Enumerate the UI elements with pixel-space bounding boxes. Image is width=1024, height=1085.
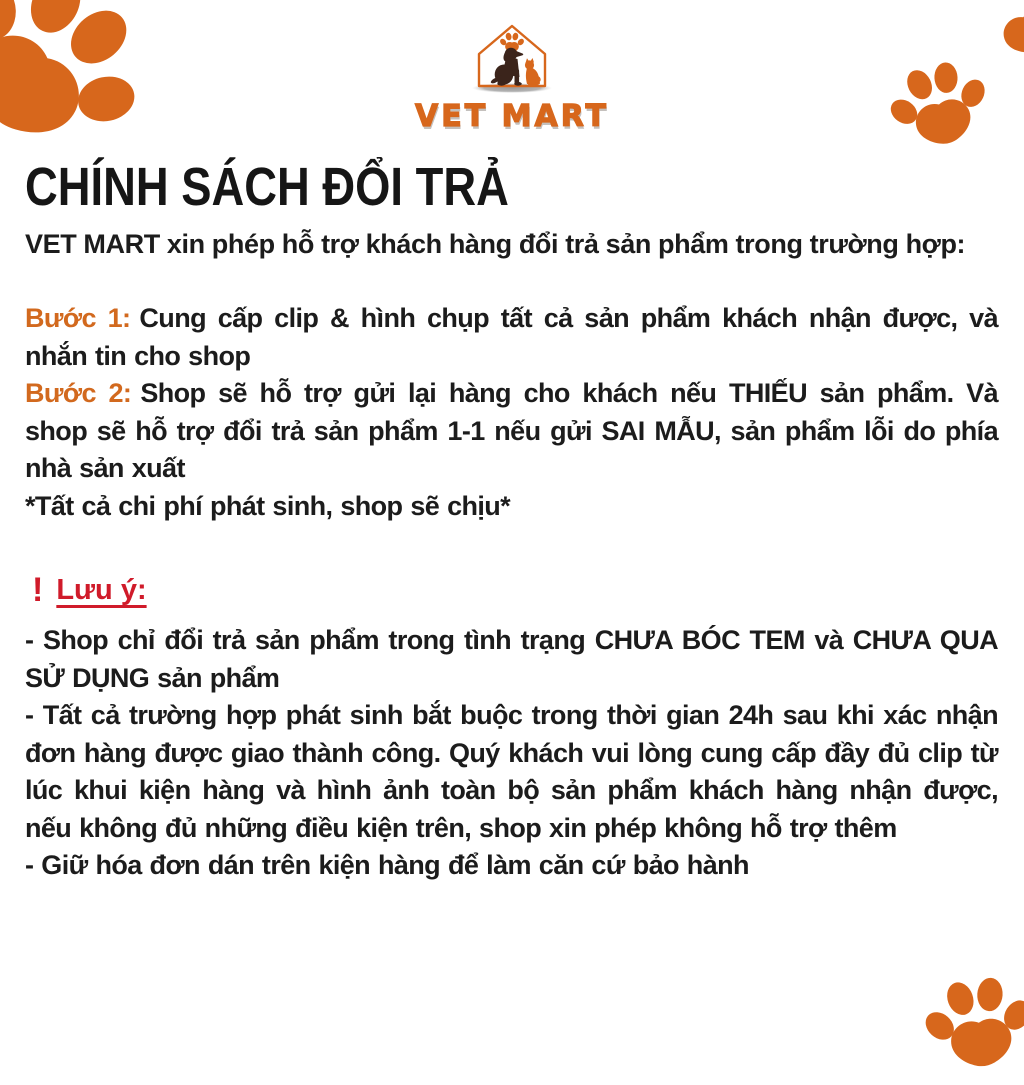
step-1-paragraph xyxy=(25,300,998,375)
step-2-paragraph xyxy=(25,375,998,488)
note-item-3: - Giữ hóa đơn dán trên kiện hàng để làm căn cứ bảo hành xyxy=(25,850,749,881)
step-1-text: Cung cấp clip & hình chụp tất cả sản phẩm khách nhận được, và nhắn tin cho shop xyxy=(25,303,998,371)
dog-silhouette-icon xyxy=(490,48,523,86)
page-title: CHÍNH SÁCH ĐỔI TRẢ xyxy=(25,157,509,217)
step-1-label: Bước 1: xyxy=(25,303,131,334)
policy-intro: VET MART xin phép hỗ trợ khách hàng đổi trả sản phẩm trong trường hợp: xyxy=(25,229,966,260)
cat-silhouette-icon xyxy=(525,58,540,85)
step-2-label: Bước 2: xyxy=(25,378,132,409)
vetmart-wordmark: VET MART xyxy=(415,99,609,134)
exclamation-icon: ! xyxy=(32,571,44,610)
note-item-1: - Shop chỉ đổi trả sản phẩm trong tình trạng CHƯA BÓC TEM và CHƯA QUA SỬ DỤNG sản phẩm xyxy=(25,625,998,693)
note-label: Lưu ý: xyxy=(56,574,147,607)
note-header xyxy=(25,571,998,610)
logo-shadow xyxy=(472,83,552,93)
note-item-2: - Tất cả trường hợp phát sinh bắt buộc trong thời gian 24h sau khi xác nhận đơn hàng được giao thành công. Quý khách vui lòng cung cấp đầy đủ clip từ lúc khui kiện hàng và hình ảnh toàn bộ sản phẩm khách hàng nhận được, nếu không đủ những điều kiện trên, shop xin phép không hỗ trợ thêm xyxy=(25,700,998,843)
fee-note: *Tất cả chi phí phát sinh, shop sẽ chịu* xyxy=(25,490,511,521)
policy-content xyxy=(25,158,998,885)
paw-print-bottom-right xyxy=(914,956,1024,1085)
step-2-text: Shop sẽ hỗ trợ gửi lại hàng cho khách nếu THIẾU sản phẩm. Và shop sẽ hỗ trợ đổi trả sản phẩm 1-1 nếu gửi SAI MẪU, sản phẩm lỗi do phía nhà sản xuất xyxy=(25,378,998,484)
